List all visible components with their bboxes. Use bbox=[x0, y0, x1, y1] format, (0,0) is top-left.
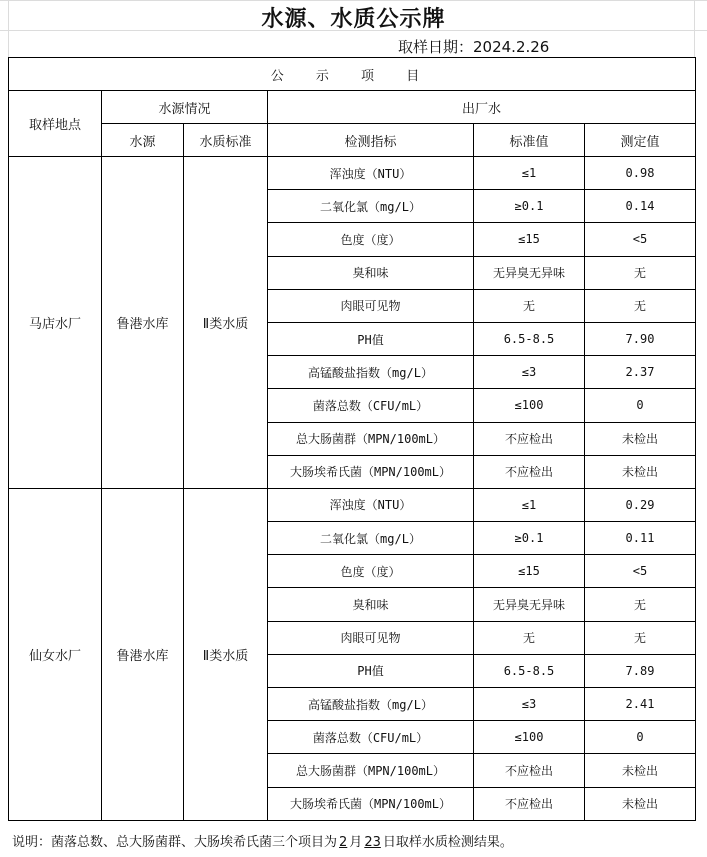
footnote-month: 2 bbox=[339, 835, 348, 850]
measured-cell: 0.14 bbox=[585, 190, 696, 223]
measured-cell: 0.29 bbox=[585, 488, 696, 521]
limit-cell: 无 bbox=[474, 621, 585, 654]
measured-cell: 2.41 bbox=[585, 688, 696, 721]
plant-source: 鲁港水库 bbox=[102, 488, 184, 820]
plant-site: 马店水厂 bbox=[9, 157, 102, 489]
measured-cell: 0 bbox=[585, 721, 696, 754]
limit-cell: ≤15 bbox=[474, 555, 585, 588]
measured-cell: 0.11 bbox=[585, 522, 696, 555]
limit-cell: 不应检出 bbox=[474, 787, 585, 820]
indicator-cell: 色度（度） bbox=[268, 555, 474, 588]
indicator-cell: 肉眼可见物 bbox=[268, 289, 474, 322]
limit-cell: ≤15 bbox=[474, 223, 585, 256]
plant-standard: Ⅱ类水质 bbox=[184, 157, 268, 489]
limit-cell: ≤1 bbox=[474, 157, 585, 190]
limit-cell: 不应检出 bbox=[474, 455, 585, 488]
measured-cell: 未检出 bbox=[585, 422, 696, 455]
footnote bbox=[12, 831, 513, 850]
footnote-day: 23 bbox=[364, 835, 381, 850]
header-standard: 水质标准 bbox=[184, 124, 268, 157]
measured-cell: 无 bbox=[585, 256, 696, 289]
indicator-cell: PH值 bbox=[268, 654, 474, 687]
measured-cell: 无 bbox=[585, 289, 696, 322]
grid-line bbox=[0, 0, 707, 1]
measured-cell: 未检出 bbox=[585, 787, 696, 820]
limit-cell: 无异臭无异味 bbox=[474, 256, 585, 289]
measured-cell: 无 bbox=[585, 621, 696, 654]
measured-cell: 0.98 bbox=[585, 157, 696, 190]
page-title: 水源、水质公示牌 bbox=[261, 7, 446, 32]
limit-cell: ≤3 bbox=[474, 356, 585, 389]
indicator-cell: 浑浊度（NTU） bbox=[268, 157, 474, 190]
measured-cell: <5 bbox=[585, 223, 696, 256]
footnote-suffix: 日取样水质检测结果。 bbox=[382, 835, 513, 850]
indicator-cell: 菌落总数（CFU/mL） bbox=[268, 389, 474, 422]
header-outlet-group: 出厂水 bbox=[268, 91, 696, 124]
indicator-cell: 总大肠菌群（MPN/100mL） bbox=[268, 422, 474, 455]
limit-cell: 不应检出 bbox=[474, 754, 585, 787]
footnote-prefix: 说明：菌落总数、总大肠菌群、大肠埃希氏菌三个项目为 bbox=[12, 835, 338, 850]
table-row bbox=[9, 488, 696, 521]
indicator-cell: 色度（度） bbox=[268, 223, 474, 256]
header-indicator: 检测指标 bbox=[268, 124, 474, 157]
plant-source: 鲁港水库 bbox=[102, 157, 184, 489]
plant-site: 仙女水厂 bbox=[9, 488, 102, 820]
measured-cell: 未检出 bbox=[585, 455, 696, 488]
limit-cell: 无异臭无异味 bbox=[474, 588, 585, 621]
banner-cell: 公 示 项 目 bbox=[9, 58, 696, 91]
measured-cell: 7.89 bbox=[585, 654, 696, 687]
water-quality-table bbox=[8, 57, 696, 821]
measured-cell: 2.37 bbox=[585, 356, 696, 389]
plant-standard: Ⅱ类水质 bbox=[184, 488, 268, 820]
limit-cell: ≥0.1 bbox=[474, 190, 585, 223]
limit-cell: ≤3 bbox=[474, 688, 585, 721]
indicator-cell: 浑浊度（NTU） bbox=[268, 488, 474, 521]
indicator-cell: 菌落总数（CFU/mL） bbox=[268, 721, 474, 754]
indicator-cell: PH值 bbox=[268, 322, 474, 355]
limit-cell: ≤1 bbox=[474, 488, 585, 521]
measured-cell: 0 bbox=[585, 389, 696, 422]
limit-cell: 6.5-8.5 bbox=[474, 654, 585, 687]
measured-cell: <5 bbox=[585, 555, 696, 588]
indicator-cell: 臭和味 bbox=[268, 588, 474, 621]
limit-cell: ≤100 bbox=[474, 721, 585, 754]
limit-cell: ≥0.1 bbox=[474, 522, 585, 555]
indicator-cell: 高锰酸盐指数（mg/L） bbox=[268, 356, 474, 389]
header-measured: 测定值 bbox=[585, 124, 696, 157]
indicator-cell: 总大肠菌群（MPN/100mL） bbox=[268, 754, 474, 787]
indicator-cell: 二氧化氯（mg/L） bbox=[268, 190, 474, 223]
indicator-cell: 臭和味 bbox=[268, 256, 474, 289]
indicator-cell: 高锰酸盐指数（mg/L） bbox=[268, 688, 474, 721]
header-site: 取样地点 bbox=[9, 91, 102, 157]
header-limit: 标准值 bbox=[474, 124, 585, 157]
footnote-month-unit: 月 bbox=[349, 835, 363, 850]
measured-cell: 无 bbox=[585, 588, 696, 621]
indicator-cell: 大肠埃希氏菌（MPN/100mL） bbox=[268, 787, 474, 820]
limit-cell: 6.5-8.5 bbox=[474, 322, 585, 355]
sampling-date: 取样日期：2024.2.26 bbox=[398, 38, 550, 56]
header-source-group: 水源情况 bbox=[102, 91, 268, 124]
table-row bbox=[9, 157, 696, 190]
measured-cell: 未检出 bbox=[585, 754, 696, 787]
limit-cell: 不应检出 bbox=[474, 422, 585, 455]
limit-cell: 无 bbox=[474, 289, 585, 322]
measured-cell: 7.90 bbox=[585, 322, 696, 355]
indicator-cell: 大肠埃希氏菌（MPN/100mL） bbox=[268, 455, 474, 488]
header-source: 水源 bbox=[102, 124, 184, 157]
indicator-cell: 肉眼可见物 bbox=[268, 621, 474, 654]
indicator-cell: 二氧化氯（mg/L） bbox=[268, 522, 474, 555]
limit-cell: ≤100 bbox=[474, 389, 585, 422]
